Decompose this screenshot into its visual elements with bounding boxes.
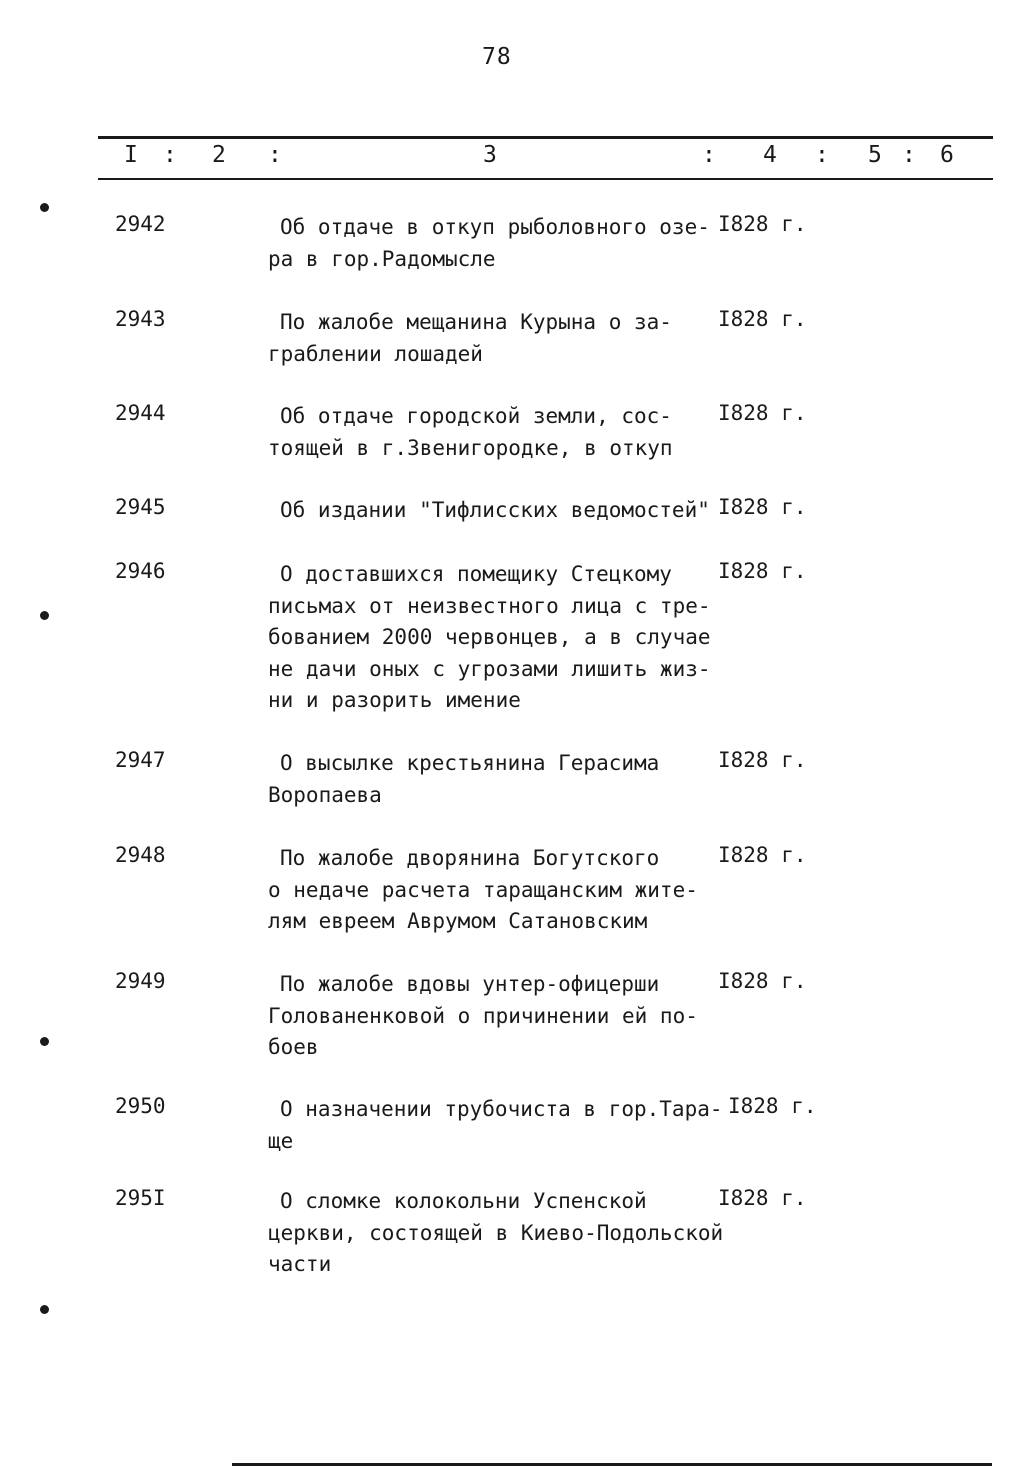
- case-year: I828 г.: [718, 401, 807, 425]
- case-year: I828 г.: [718, 1186, 807, 1210]
- column-header-5: 5: [868, 142, 882, 168]
- case-title: [268, 748, 718, 811]
- case-title-line: граблении лошадей: [268, 341, 483, 366]
- column-header-3: 3: [483, 142, 497, 168]
- case-title-line: ни и разорить имение: [268, 688, 521, 712]
- punch-hole-mark: [40, 1305, 49, 1314]
- case-title-line: о недаче расчета таращанским жите-: [268, 877, 698, 902]
- case-title-line: Об издании "Тифлисских ведомостей": [280, 498, 710, 522]
- case-title-line: О доставшихся помещику Стецкому: [280, 562, 672, 586]
- case-number: 2949: [115, 969, 166, 993]
- case-title: [268, 1094, 723, 1157]
- footer-rule: [232, 1463, 992, 1466]
- header-top-rule: [98, 136, 993, 139]
- case-title: [268, 307, 718, 370]
- case-title-line: О высылке крестьянина Герасима: [280, 751, 660, 775]
- case-number: 2947: [115, 748, 166, 772]
- case-title-line: О сломке колокольни Успенской: [280, 1189, 647, 1213]
- case-title-line: Об отдаче городской земли, сос-: [280, 404, 672, 428]
- case-year: I828 г.: [718, 559, 807, 583]
- column-separator: :: [902, 142, 916, 168]
- punch-hole-mark: [40, 611, 49, 620]
- case-title: [268, 559, 718, 717]
- case-title: [268, 843, 718, 938]
- case-number: 2943: [115, 307, 166, 331]
- column-header-4: 4: [763, 142, 777, 168]
- column-header-1: I: [124, 142, 138, 168]
- case-title-line: письмах от неизвестного лица с тре-: [268, 593, 711, 618]
- case-year: I828 г.: [718, 212, 807, 236]
- case-title: [268, 495, 718, 527]
- column-header-6: 6: [940, 142, 954, 168]
- case-number: 2950: [115, 1094, 166, 1118]
- case-title-line: По жалобе вдовы унтер-офицерши: [280, 972, 660, 996]
- case-title-line: бованием 2000 червонцев, а в случае: [268, 625, 711, 649]
- case-title: [268, 969, 718, 1064]
- case-title-line: По жалобе мещанина Курына о за-: [280, 310, 672, 334]
- case-title-line: О назначении трубочиста в гор.Тара-: [280, 1097, 723, 1121]
- column-separator: :: [268, 142, 282, 168]
- case-year: I828 г.: [718, 969, 807, 993]
- case-year: I828 г.: [718, 748, 807, 772]
- case-year: I828 г.: [718, 307, 807, 331]
- case-title-line: ра в гор.Радомысле: [268, 246, 496, 271]
- column-separator: :: [163, 142, 177, 168]
- case-title: [268, 401, 718, 464]
- header-bottom-rule: [98, 178, 993, 180]
- punch-hole-mark: [40, 203, 49, 212]
- case-title: [268, 212, 718, 275]
- case-title-line: лям евреем Аврумом Сатановским: [268, 909, 648, 933]
- case-year: I828 г.: [718, 495, 807, 519]
- page-number: 78: [482, 44, 512, 70]
- case-title-line: ще: [268, 1128, 294, 1153]
- case-year: I828 г.: [728, 1094, 817, 1118]
- punch-hole-mark: [40, 1037, 49, 1046]
- case-title-line: боев: [268, 1035, 319, 1059]
- case-title-line: Об отдаче в откуп рыболовного озе-: [280, 215, 710, 239]
- case-number: 2942: [115, 212, 166, 236]
- case-number: 2946: [115, 559, 166, 583]
- case-number: 2945: [115, 495, 166, 519]
- case-title-line: По жалобе дворянина Богутского: [280, 846, 660, 870]
- column-separator: :: [815, 142, 829, 168]
- column-header-2: 2: [212, 142, 226, 168]
- case-title-line: Воропаева: [268, 782, 382, 807]
- case-title: [268, 1186, 724, 1281]
- case-number: 295I: [115, 1186, 166, 1210]
- case-title-line: Голованенковой о причинении ей по-: [268, 1003, 698, 1028]
- case-title-line: не дачи оных с угрозами лишить жиз-: [268, 656, 711, 681]
- case-title-line: церкви, состоящей в Киево-Подольской: [268, 1220, 724, 1245]
- column-separator: :: [702, 142, 716, 168]
- case-title-line: тоящей в г.Звенигородке, в откуп: [268, 435, 673, 460]
- case-year: I828 г.: [718, 843, 807, 867]
- case-number: 2948: [115, 843, 166, 867]
- case-number: 2944: [115, 401, 166, 425]
- case-title-line: части: [268, 1252, 332, 1276]
